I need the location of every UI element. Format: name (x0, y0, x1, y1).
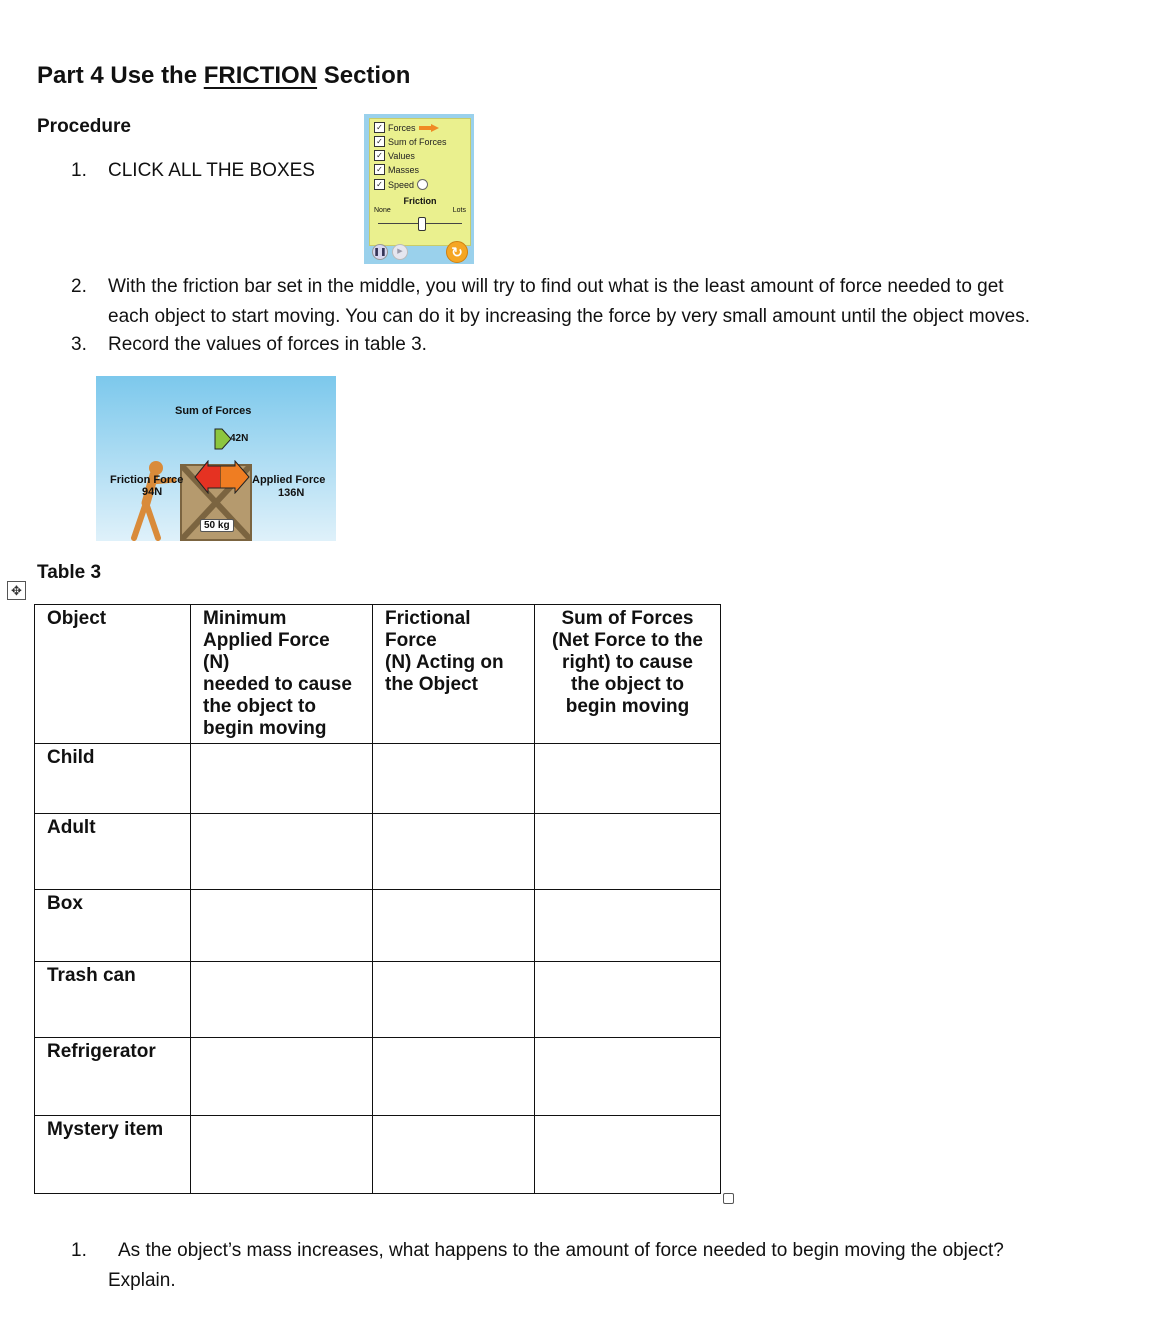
table-cell[interactable] (535, 1116, 721, 1194)
table-cell[interactable] (535, 744, 721, 814)
sum-of-forces-value: 42N (230, 433, 249, 444)
force-diagram-image (96, 376, 336, 541)
speedometer-icon (417, 179, 428, 190)
reset-icon: ↻ (446, 241, 468, 263)
row-label: Mystery item (35, 1116, 191, 1194)
step-text: Record the values of forces in table 3. (108, 334, 427, 355)
applied-force-arrow-icon (220, 460, 250, 494)
checkbox-values (374, 150, 415, 161)
table-title: Table 3 (37, 562, 102, 583)
mannequin-figure-icon (116, 458, 186, 541)
title-friction-underlined: FRICTION (203, 62, 318, 89)
header-minimum-applied-force (191, 605, 373, 744)
forces-arrow-icon (419, 124, 439, 132)
data-table (34, 604, 721, 1194)
control-panel-box (369, 118, 471, 246)
procedure-step-2 (71, 276, 1151, 332)
table-cell[interactable] (373, 1038, 535, 1116)
applied-force-label: Applied Force (252, 474, 326, 486)
friction-force-value: 94N (142, 486, 163, 498)
header-line: the Object (385, 674, 478, 695)
simulation-control-panel (364, 114, 474, 264)
table-cell[interactable] (373, 744, 535, 814)
header-line: needed to cause (203, 674, 352, 695)
header-line: begin moving (203, 718, 327, 739)
header-line: Minimum (203, 608, 287, 629)
checkbox-icon: ✓ (374, 150, 385, 161)
header-sum-of-forces (535, 605, 721, 744)
checkbox-label: Masses (388, 164, 420, 175)
header-line: Applied Force (N) (203, 630, 330, 673)
table-resize-handle-icon[interactable] (723, 1193, 734, 1204)
row-label: Box (35, 890, 191, 962)
checkbox-label: Speed (388, 179, 415, 190)
header-frictional-force (373, 605, 535, 744)
checkbox-sum-of-forces (374, 136, 447, 147)
question-text-line-2: Explain. (108, 1270, 176, 1291)
table-row (35, 890, 721, 962)
table-cell[interactable] (373, 814, 535, 890)
checkbox-masses (374, 164, 419, 175)
table-cell[interactable] (535, 890, 721, 962)
header-line: the object to (203, 696, 316, 717)
header-line: the object to (571, 674, 684, 695)
row-label: Adult (35, 814, 191, 890)
step-number: 3. (71, 334, 87, 355)
header-object (35, 605, 191, 744)
page-title (37, 62, 410, 90)
play-icon: ▶ (392, 244, 408, 260)
table-row (35, 1116, 721, 1194)
checkbox-label: Sum of Forces (388, 136, 447, 147)
table-cell[interactable] (191, 1116, 373, 1194)
mass-label: 50 kg (200, 519, 234, 532)
sum-of-forces-label: Sum of Forces (175, 405, 252, 417)
question-1 (71, 1240, 1151, 1296)
applied-force-value: 136N (278, 487, 305, 499)
table-row (35, 962, 721, 1038)
checkbox-icon: ✓ (374, 179, 385, 190)
table-cell[interactable] (191, 814, 373, 890)
table-cell[interactable] (535, 1038, 721, 1116)
friction-force-arrow-icon (194, 460, 222, 494)
checkbox-forces (374, 122, 439, 133)
step-number: 1. (71, 160, 87, 181)
friction-force-label: Friction Force (110, 474, 184, 486)
procedure-step-1 (71, 160, 371, 184)
header-line: begin moving (565, 696, 690, 717)
header-line: (N) Acting on (385, 652, 504, 673)
procedure-heading: Procedure (37, 116, 131, 137)
checkbox-icon: ✓ (374, 122, 385, 133)
header-line: Sum of Forces (561, 608, 694, 629)
friction-label: Friction (403, 196, 437, 206)
question-text-line-1: As the object’s mass increases, what happens to the amount of force needed to begin moving the object? (118, 1240, 1004, 1261)
table-move-handle-icon[interactable]: ✥ (7, 581, 26, 600)
table-row (35, 814, 721, 890)
header-line: Object (47, 608, 107, 629)
checkbox-speed (374, 179, 428, 190)
table-cell[interactable] (191, 962, 373, 1038)
checkbox-label: Forces (388, 122, 416, 133)
table-header-row (35, 605, 721, 744)
table-cell[interactable] (535, 962, 721, 1038)
friction-min-label: None (374, 207, 391, 214)
step-number: 2. (71, 276, 87, 297)
header-line: (Net Force to the (552, 630, 703, 651)
question-number: 1. (71, 1240, 87, 1261)
pause-icon: ❚❚ (372, 244, 388, 260)
header-line: Frictional Force (385, 608, 471, 651)
step-text-line-1: With the friction bar set in the middle, you will try to find out what is the least amount of force needed to get (108, 276, 1004, 297)
table-cell[interactable] (373, 962, 535, 1038)
checkbox-label: Values (388, 150, 415, 161)
step-text-line-2: each object to start moving. You can do it by increasing the force by very small amount until the object moves. (108, 306, 1030, 327)
row-label: Trash can (35, 962, 191, 1038)
table-row (35, 1038, 721, 1116)
row-label: Child (35, 744, 191, 814)
table-cell[interactable] (373, 890, 535, 962)
row-label: Refrigerator (35, 1038, 191, 1116)
table-cell[interactable] (191, 890, 373, 962)
table-cell[interactable] (373, 1116, 535, 1194)
header-line: right) to cause (562, 652, 693, 673)
table-cell[interactable] (191, 1038, 373, 1116)
procedure-step-3 (71, 334, 671, 358)
title-prefix: Part 4 Use the (37, 62, 204, 89)
friction-max-label: Lots (452, 207, 466, 214)
friction-slider-knob (418, 217, 426, 231)
checkbox-icon: ✓ (374, 164, 385, 175)
checkbox-icon: ✓ (374, 136, 385, 147)
table-row (35, 744, 721, 814)
title-suffix: Section (317, 62, 411, 89)
step-text: CLICK ALL THE BOXES (108, 160, 315, 181)
table-cell[interactable] (535, 814, 721, 890)
table-cell[interactable] (191, 744, 373, 814)
